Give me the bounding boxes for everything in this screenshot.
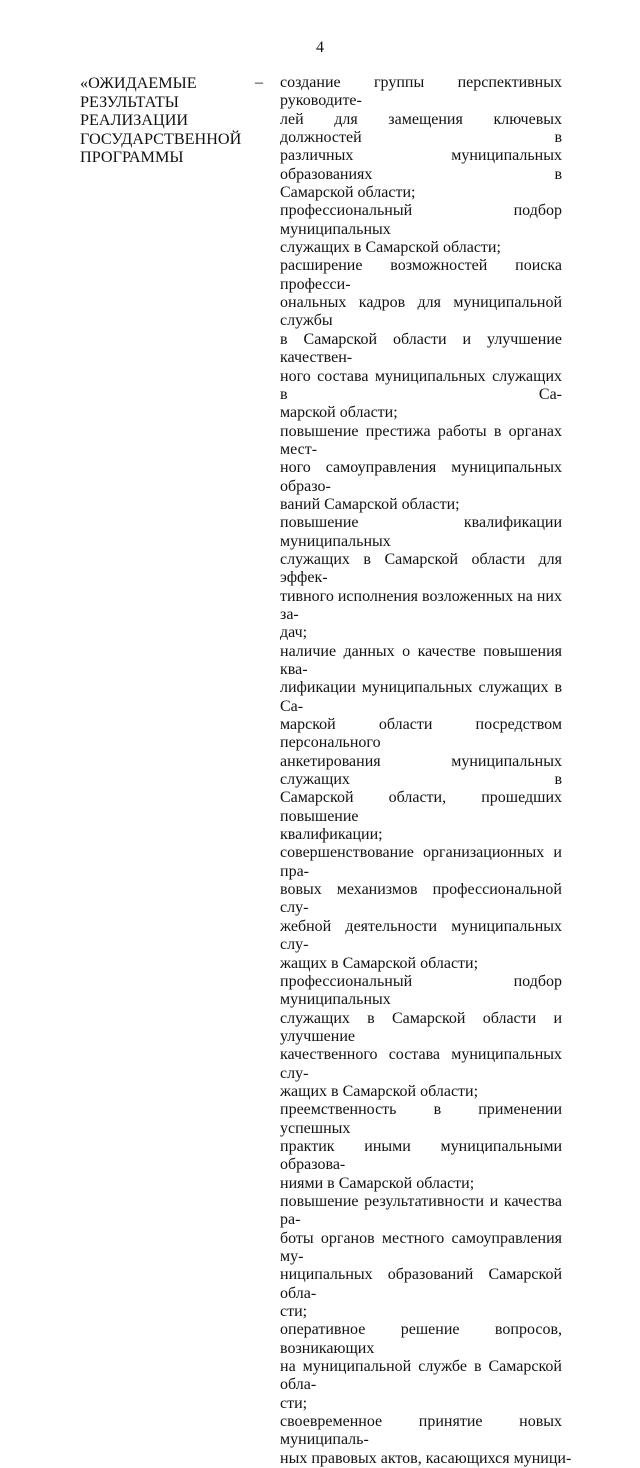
result-line: повышение престижа работы в органах мест- [280, 422, 562, 458]
result-item [280, 514, 562, 642]
result-line: практик иными муниципальными образова- [280, 1137, 562, 1174]
result-line: ниями в Самарской области; [280, 1174, 475, 1192]
result-line: ональных кадров для муниципальной службы [280, 294, 562, 330]
result-line: в Самарской области и улучшение качествен- [280, 330, 562, 367]
result-line: повышение результативности и качества ра- [280, 1192, 562, 1229]
result-line: ваний Самарской области; [280, 495, 460, 513]
heading-dash: – [255, 74, 263, 91]
expected-results-list [280, 74, 572, 1468]
result-line: лей для замещения ключевых должностей в [280, 110, 562, 147]
result-line: жебной деятельности муниципальных слу- [280, 917, 562, 954]
heading-line: ПРОГРАММЫ [80, 148, 184, 167]
heading-line: ГОСУДАРСТВЕННОЙ [80, 129, 242, 148]
heading-line: РЕЗУЛЬТАТЫ [80, 92, 179, 111]
result-line: ного самоуправления муниципальных образо- [280, 459, 562, 495]
result-line: Самарской области; [280, 184, 416, 202]
result-line: дач; [280, 624, 308, 642]
result-item [280, 643, 562, 845]
result-line: жащих в Самарской области; [280, 954, 479, 972]
result-line: служащих в Самарской области; [280, 239, 501, 257]
result-item [280, 1193, 562, 1321]
result-line: наличие данных о качестве повышения ква- [280, 642, 562, 678]
result-line: боты органов местного самоуправления му- [280, 1229, 562, 1265]
result-line: своевременное принятие новых муниципаль- [280, 1413, 562, 1449]
result-line: совершенствование организационных и пра- [280, 844, 562, 880]
result-line: расширение возможностей поиска професси- [280, 257, 562, 293]
result-line: создание группы перспективных руководите- [280, 74, 562, 110]
result-line: профессиональный подбор муниципальных [280, 202, 562, 238]
result-line: повышение квалификации муниципальных [280, 514, 562, 550]
result-line: различных муниципальных образованиях в [280, 147, 562, 183]
result-line: ного состава муниципальных служащих в Са- [280, 367, 562, 403]
result-line: анкетирования муниципальных служащих в [280, 752, 562, 789]
result-line: квалификации; [280, 826, 383, 844]
section-heading [80, 74, 250, 167]
result-line: служащих в Самарской области для эффек- [280, 550, 562, 587]
result-line: ниципальных образований Самарской обла- [280, 1266, 562, 1302]
result-line: лификации муниципальных служащих в Са- [280, 679, 562, 715]
result-line: преемственность в применении успешных [280, 1101, 562, 1137]
result-line: оперативное решение вопросов, возникающих [280, 1321, 562, 1357]
result-item [280, 74, 562, 202]
result-item [280, 1101, 562, 1193]
result-line: тивного исполнения возложенных на них за- [280, 587, 562, 623]
result-line: сти; [280, 1303, 308, 1321]
result-line: жащих в Самарской области; [280, 1082, 479, 1100]
result-item [280, 844, 562, 972]
result-item [280, 1413, 572, 1468]
result-item [280, 1321, 562, 1413]
result-line: на муниципальной службе в Самарской обла- [280, 1358, 562, 1394]
result-item [280, 202, 562, 257]
result-item [280, 973, 562, 1101]
result-line: Самарской области, прошедших повышение [280, 789, 562, 825]
result-line: сти; [280, 1394, 308, 1412]
result-line: качественного состава муниципальных слу- [280, 1046, 562, 1082]
result-item [280, 423, 562, 515]
heading-line: «ОЖИДАЕМЫЕ [80, 74, 197, 92]
result-line: профессиональный подбор муниципальных [280, 972, 562, 1009]
result-line: марской области; [280, 404, 398, 422]
result-line: вовых механизмов профессиональной слу- [280, 881, 562, 917]
result-item [280, 257, 562, 422]
page-number: 4 [316, 39, 324, 56]
result-line: ных правовых актов, касающихся муници- [280, 1449, 572, 1467]
result-line: марской области посредством персонального [280, 716, 562, 752]
heading-line: РЕАЛИЗАЦИИ [80, 111, 189, 130]
result-line: служащих в Самарской области и улучшение [280, 1009, 562, 1045]
